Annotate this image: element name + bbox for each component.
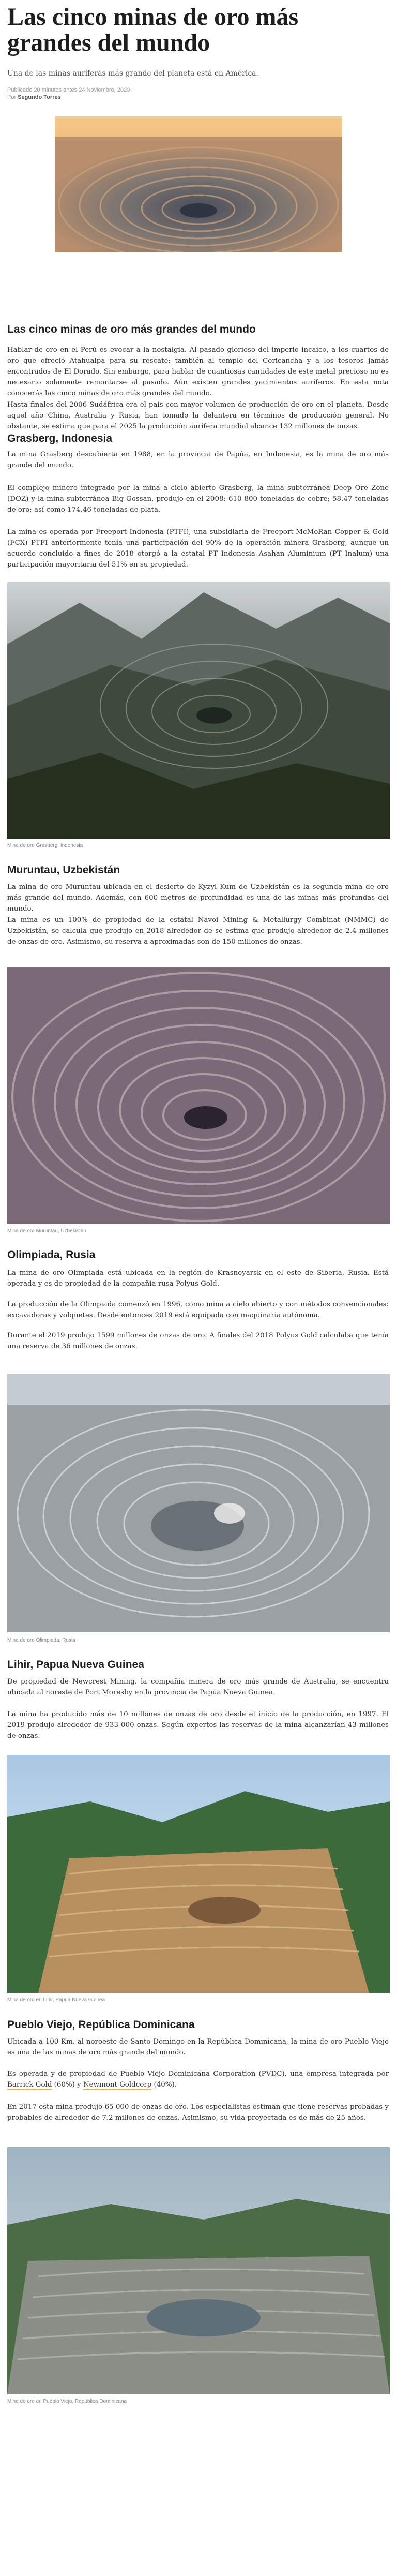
muruntau-image [7, 967, 390, 1224]
lihir-caption: Mina de oro en Lihir, Papua Nueva Guinea [7, 1997, 105, 2003]
grasberg-paragraph-1: La mina Grasberg descubierta en 1988, en la provincia de Papúa, en Indonesia, es la mina de oro más grande del mundo. [7, 451, 389, 469]
article-title: Las cinco minas de oro más grandes del mundo [7, 3, 299, 56]
byline-prefix: Por [7, 94, 17, 100]
olimpiada-paragraph-2: La producción de la Olimpiada comenzó en 1996, como mina a cielo abierto y con métodos convencionales: excavadoras y volquetes. Desde entonces 2019 está equipada con maquinaria autónoma. [7, 1301, 389, 1319]
pv-text-b: (60%) y [52, 2081, 83, 2089]
intro-paragraph-2: Hasta finales del 2006 Sudáfrica era el país con mayor volumen de producción de oro en el planeta. Desde aquel año China, Australia y Rusia, han tomado la delantera en términos de producción general. No obstante, se estima que para el 2025 la producción aurífera mundial alcance 132 millones de onzas. [7, 401, 389, 430]
section-heading-pueblo-viejo: Pueblo Viejo, República Dominicana [7, 2019, 195, 2031]
hero-image [55, 116, 342, 252]
muruntau-caption: Mina de oro Muruntau, Uzbekistán [7, 1228, 86, 1234]
olimpiada-paragraph-1: La mina de oro Olimpiada está ubicada en la región de Krasnoyarsk en el este de Siberia, Rusia. Está operada y es de propiedad de la compañía rusa Polyus Gold. [7, 1269, 389, 1288]
pueblo-viejo-caption: Mina de oro en Pueblo Viejo, República Dominicana [7, 2399, 127, 2404]
barrick-gold-link[interactable]: Barrick Gold [7, 2081, 52, 2089]
intro-paragraph-1: Hablar de oro en el Perú es evocar a la nostalgia. Al pasado glorioso del imperio incaico, a los cuartos de oro que ofreció Atahualpa para su rescate; también al templo del Coricancha y a los tesoros jamás encontrados de El Dorado. Sin embargo, para hablar de cuantiosas cantidades de este metal precioso no es necesario solamente remontarse al pasado. Aún existen grandes yacimientos auríferos. En esta nota conocerás las cinco minas de oro más grandes del mundo. [7, 346, 389, 397]
publish-date: Publicado 20 minutos antes 24 Noviembre, 2020 [7, 87, 130, 93]
pueblo-viejo-paragraph-1: Ubicada a 100 Km. al noroeste de Santo Domingo en la República Dominicana, la mina de oro Pueblo Viejo es una de las minas de oro más grande del mundo. [7, 2038, 389, 2057]
pv-text-a: Es operada y de propiedad de Pueblo Viejo Dominicana Corporation (PVDC), una empresa integrada por [7, 2070, 389, 2078]
pueblo-viejo-paragraph-3: En 2017 esta mina produjo 65 000 de onzas de oro. Los especialistas estiman que tiene reservas probadas y probables de alrededor de 7.2 millones de onzas. Asimismo, su vida proyectada es de más de 25 años. [7, 2103, 389, 2122]
muruntau-paragraph-1: La mina de oro Muruntau ubicada en el desierto de Kyzyl Kum de Uzbekistán es la segunda mina de oro más grande del mundo. Además, con 600 metros de profundidad es una de las minas más profundas del mundo. [7, 883, 389, 913]
section-heading-lihir: Lihir, Papua Nueva Guinea [7, 1659, 144, 1671]
olimpiada-caption: Mina de oro Olimpiada, Rusia [7, 1637, 75, 1643]
section-heading-grasberg: Grasberg, Indonesia [7, 433, 113, 444]
pueblo-viejo-paragraph-2 [7, 2068, 389, 2090]
newmont-goldcorp-link[interactable]: Newmont Goldcorp [83, 2081, 152, 2089]
lihir-paragraph-1: De propiedad de Newcrest Mining, la compañía minera de oro más grande de Australia, se encuentra ubicada al noreste de Port Moresby en la provincia de Papúa Nueva Guinea. [7, 1678, 389, 1696]
pueblo-viejo-image [7, 2147, 390, 2394]
grasberg-caption: Mina de oro Grasberg, Indonesia [7, 843, 83, 848]
lihir-image [7, 1755, 390, 1993]
byline [7, 94, 317, 100]
pv-text-c: (40%). [151, 2081, 177, 2089]
grasberg-image [7, 582, 390, 839]
grasberg-paragraph-3: La mina es operada por Freeport Indonesia (PTFI), una subsidiaria de Freeport-McMoRan Copper & Gold (FCX) PTFI anteriormente tenía una participación del 90% de la operación minera Grasberg, aunque un acuerdo concluido a fines de 2018 otorgó a la estatal PT Indonesia Asahan Aluminium (PT Inalum) una participación mayoritaria del 51% en su propiedad. [7, 528, 389, 569]
olimpiada-image [7, 1374, 390, 1632]
section-heading-olimpiada: Olimpiada, Rusia [7, 1249, 96, 1261]
section-heading-muruntau: Muruntau, Uzbekistán [7, 864, 120, 876]
muruntau-paragraph-2: La mina es un 100% de propiedad de la estatal Navoi Mining & Metallurgy Combinat (NMMC) de Uzbekistán, se calcula que produjo en 2018 alrededor de se estima que produjo alrededor de 2.4 millones de onzas de oro. Asimismo, su reserva a aproximadas son de 150 millones de onzas. [7, 916, 389, 946]
olimpiada-paragraph-3: Durante el 2019 produjo 1599 millones de onzas de oro. A finales del 2018 Polyus Gold calculaba que tenía una reserva de 36 millones de onzas. [7, 1332, 389, 1350]
section-heading-intro: Las cinco minas de oro más grandes del mundo [7, 323, 256, 335]
author-name[interactable]: Segundo Torres [18, 94, 61, 100]
lihir-paragraph-2: La mina ha producido más de 10 millones de onzas de oro desde el inicio de la producción, en 1997. El 2019 produjo alrededor de 933 000 onzas. Según expertos las reservas de la mina alcanzarían 43 millones de onzas. [7, 1710, 389, 1740]
grasberg-paragraph-2: El complejo minero integrado por la mina a cielo abierto Grasberg, la mina subterránea Deep Ore Zone (DOZ) y la mina subterránea Big Gossan, produjo en el 2008: 610 800 toneladas de cobre; 58.47 toneladas de oro; así como 174.46 toneladas de plata. [7, 484, 389, 514]
article-subtitle: Una de las minas auríferas más grande del planeta está en América. [7, 69, 258, 78]
